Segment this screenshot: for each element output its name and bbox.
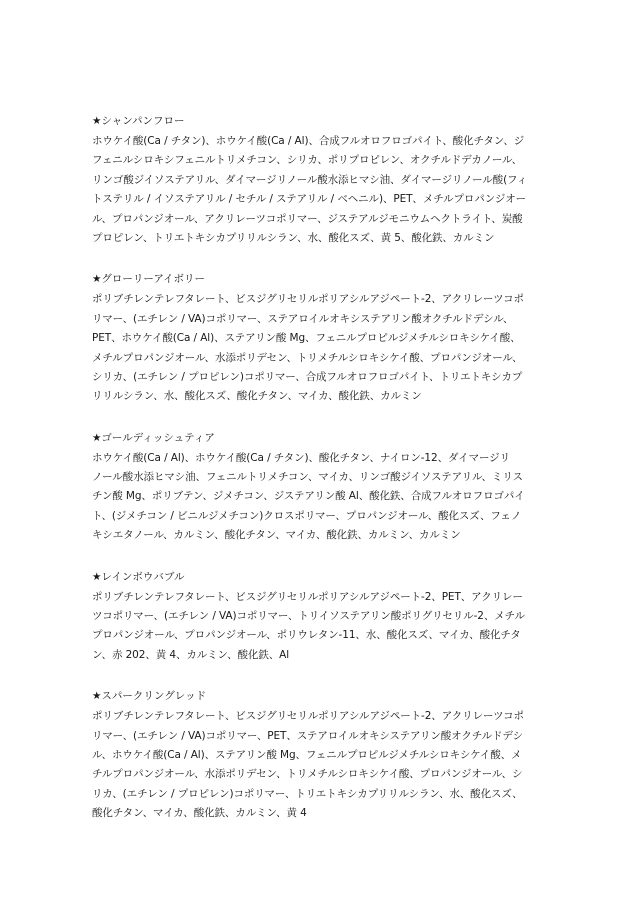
product-title: ★グローリーアイボリー: [92, 273, 205, 286]
ingredient-line: ル、プロパンジオール、アクリレーツコポリマー、ジステアルジモニウムヘクトライト、炭酸: [92, 212, 523, 225]
product-title: ★シャンパンフロー: [92, 115, 185, 127]
ingredient-line: ホウケイ酸(Ca / Al)、ホウケイ酸(Ca / チタン)、酸化チタン、ナイロン-12、ダイマージリ: [92, 451, 510, 464]
ingredient-line: ト、(ジメチコン / ビニルジメチコン)クロスポリマー、プロパンジオール、酸化スズ、フェノ: [92, 509, 522, 522]
ingredient-line: チン酸 Mg、ポリブテン、ジメチコン、ジステアリン酸 Al、酸化鉄、合成フルオロフロゴパイ: [92, 490, 525, 503]
product-section-champagne-flow: [92, 112, 550, 248]
ingredient-line: リリルシラン、水、酸化スズ、酸化チタン、マイカ、酸化鉄、カルミン: [92, 390, 422, 403]
ingredient-line: プロパンジオール、プロパンジオール、ポリウレタン-11、水、酸化スズ、マイカ、酸化チタ: [92, 629, 521, 642]
ingredient-line: シリカ、(エチレン / プロピレン)コポリマー、合成フルオロフロゴパイト、トリエトキシカプ: [92, 370, 523, 383]
ingredient-line: ル、ホウケイ酸(Ca / Al)、ステアリン酸 Mg、フェニルプロピルジメチルシロキシケイ酸、メ: [92, 748, 522, 761]
ingredient-line: チルプロパンジオール、水添ポリデセン、トリメチルシロキシケイ酸、プロパンジオール、シ: [92, 768, 523, 781]
ingredient-line: トステリル / イソステアリル / セチル / ステアリル / ベヘニル)、PET、メチルプロパンジオー: [92, 193, 527, 206]
ingredient-line: ン、赤 202、黄 4、カルミン、酸化鉄、Al: [92, 648, 290, 661]
ingredient-line: ポリブチレンテレフタレート、ビスジグリセリルポリアシルアジペート-2、PET、アクリレー: [92, 590, 523, 603]
ingredient-line: ツコポリマー、(エチレン / VA)コポリマー、トリイソステアリン酸ポリグリセリル-2、メチル: [92, 610, 525, 623]
product-section-goldish-tear: [92, 429, 550, 546]
product-section-rainbow-bubble: [92, 568, 550, 666]
ingredient-line: リンゴ酸ジイソステアリル、ダイマージリノール酸水添ヒマシ油、ダイマージリノール酸(フィ: [92, 173, 528, 186]
product-section-glory-ivory: [92, 270, 550, 406]
ingredient-line: リマー、(エチレン / VA)コポリマー、ステアロイルオキシステアリン酸オクチルドデシル、: [92, 312, 514, 325]
ingredient-line: フェニルシロキシフェニルトリメチコン、シリカ、ポリプロピレン、オクチルドデカノール、: [92, 154, 522, 167]
ingredient-line: 酸化チタン、マイカ、酸化鉄、カルミン、黄 4: [92, 807, 307, 820]
product-title: ★スパークリングレッド: [92, 690, 207, 703]
ingredient-line: PET、ホウケイ酸(Ca / Al)、ステアリン酸 Mg、フェニルプロピルジメチルシロキシケイ酸、: [92, 332, 521, 345]
ingredient-line: ホウケイ酸(Ca / チタン)、ホウケイ酸(Ca / Al)、合成フルオロフロゴパイト、酸化チタン、ジ: [92, 135, 525, 147]
product-title: ★レインボウバブル: [92, 570, 185, 583]
ingredient-line: ポリブチレンテレフタレート、ビスジグリセリルポリアシルアジペート-2、アクリレーツコポ: [92, 293, 524, 306]
ingredient-line: リマー、(エチレン / VA)コポリマー、PET、ステアロイルオキシステアリン酸オクチルドデシ: [92, 729, 524, 742]
ingredient-line: プロピレン、トリエトキシカプリリルシラン、水、酸化スズ、黄 5、酸化鉄、カルミン: [92, 231, 495, 244]
ingredient-line: ノール酸水添ヒマシ油、フェニルトリメチコン、マイカ、リンゴ酸ジイソステアリル、ミリス: [92, 471, 523, 484]
ingredient-line: ポリブチレンテレフタレート、ビスジグリセリルポリアシルアジペート-2、アクリレーツコポ: [92, 710, 524, 723]
product-title: ★ゴールディッシュティア: [92, 431, 215, 444]
ingredient-line: リカ、(エチレン / プロピレン)コポリマー、トリエトキシカプリリルシラン、水、酸化スズ、: [92, 787, 523, 800]
ingredient-document: [92, 112, 550, 846]
product-section-sparkling-red: [92, 687, 550, 823]
ingredient-line: メチルプロパンジオール、水添ポリデセン、トリメチルシロキシケイ酸、プロパンジオール、: [92, 351, 523, 364]
ingredient-line: キシエタノール、カルミン、酸化チタン、マイカ、酸化鉄、カルミン、カルミン: [92, 529, 461, 542]
